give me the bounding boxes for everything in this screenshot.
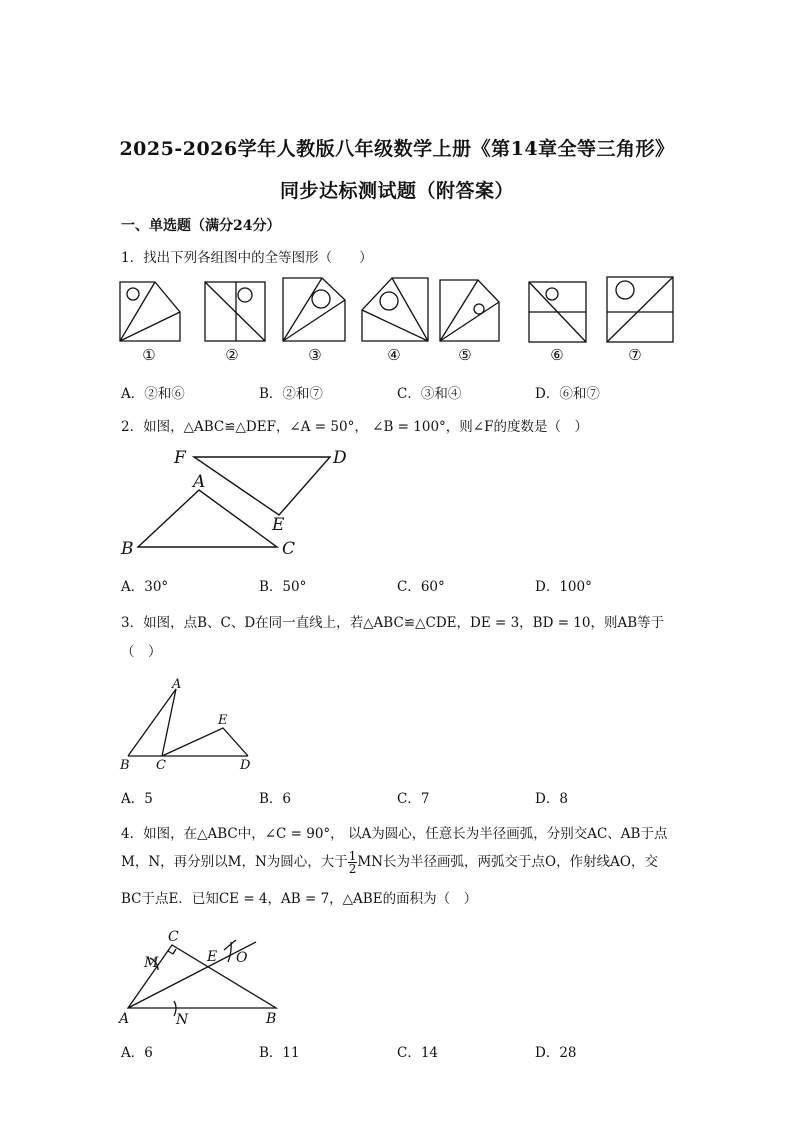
figure-label-4: ④ [387,346,401,364]
point-label-f: F [174,448,186,468]
point-label-a: A [172,677,182,692]
question-4-text-end: BC于点E．已知CE = 4，AB = 7，△ABE的面积为（ ） [121,891,478,907]
page-subtitle: 同步达标测试题（附答案） [279,180,514,202]
point-label-b: B [121,539,134,559]
q2-option-c[interactable]: C．60° [397,579,445,595]
point-label-e: E [218,713,228,728]
point-label-d: D [240,758,251,773]
figure-label-1: ① [142,346,156,364]
point-label-c: C [168,929,179,945]
fraction-one-half: $\frac{1}{2}$ [348,849,357,876]
figure-label-2: ② [225,346,239,364]
figure-label-3: ③ [308,346,322,364]
point-label-b: B [120,758,130,773]
section-heading: 一、单选题（满分24分） [121,218,281,234]
q1-option-c[interactable]: C．③和④ [397,386,462,402]
question-2-text: 2．如图，△ABC≌△DEF，∠A = 50°， ∠B = 100°，则∠F的度数是（ ） [121,419,588,435]
q2-option-b[interactable]: B．50° [259,579,307,595]
point-label-c: C [282,539,296,559]
q2-option-a[interactable]: A．30° [121,579,169,595]
point-label-e: E [272,515,285,535]
figure-label-7: ⑦ [628,346,642,364]
q4-option-c[interactable]: C．14 [397,1045,439,1061]
question-3-text: 3．如图，点B、C、D在同一直线上，若△ABC≌△CDE，DE = 3，BD = 10，则AB等于 [121,615,665,631]
q3-option-d[interactable]: D．8 [535,791,568,807]
point-label-b: B [266,1011,277,1027]
point-label-c: C [156,758,166,773]
q2-option-d[interactable]: D．100° [535,579,592,595]
q4-line2-pre: M，N，再分别以M，N为圆心，大于 [121,854,348,870]
q3-option-b[interactable]: B．6 [259,791,292,807]
question-4-text: 4．如图，在△ABC中，∠C = 90°， 以A为圆心，任意长为半径画弧，分别交AC、AB于点 [121,826,668,842]
point-label-a: A [119,1011,130,1027]
q4-option-a[interactable]: A．6 [121,1045,153,1061]
page-title: 2025-2026学年人教版八年级数学上册《第14章全等三角形》 [119,138,675,160]
q3-option-c[interactable]: C．7 [397,791,430,807]
q1-option-a[interactable]: A．②和⑥ [121,386,185,402]
point-label-m: M [144,955,159,971]
figure-label-6: ⑥ [550,346,564,364]
point-label-n: N [176,1012,189,1028]
q4-option-b[interactable]: B．11 [259,1045,300,1061]
q1-option-b[interactable]: B．②和⑦ [259,386,323,402]
point-label-a: A [193,472,206,492]
figure-label-5: ⑤ [458,346,472,364]
q3-option-a[interactable]: A．5 [121,791,153,807]
q4-line2-post: MN长为半径画弧，两弧交于点O，作射线AO，交 [357,854,658,870]
point-label-o: O [236,950,248,966]
question-1-text: 1．找出下列各组图中的全等图形（ ） [121,250,373,266]
point-label-e: E [207,949,218,965]
q1-option-d[interactable]: D．⑥和⑦ [535,386,600,402]
question-3-text-cont: （ ） [121,644,162,660]
point-label-d: D [333,448,347,468]
q4-option-d[interactable]: D．28 [535,1045,577,1061]
